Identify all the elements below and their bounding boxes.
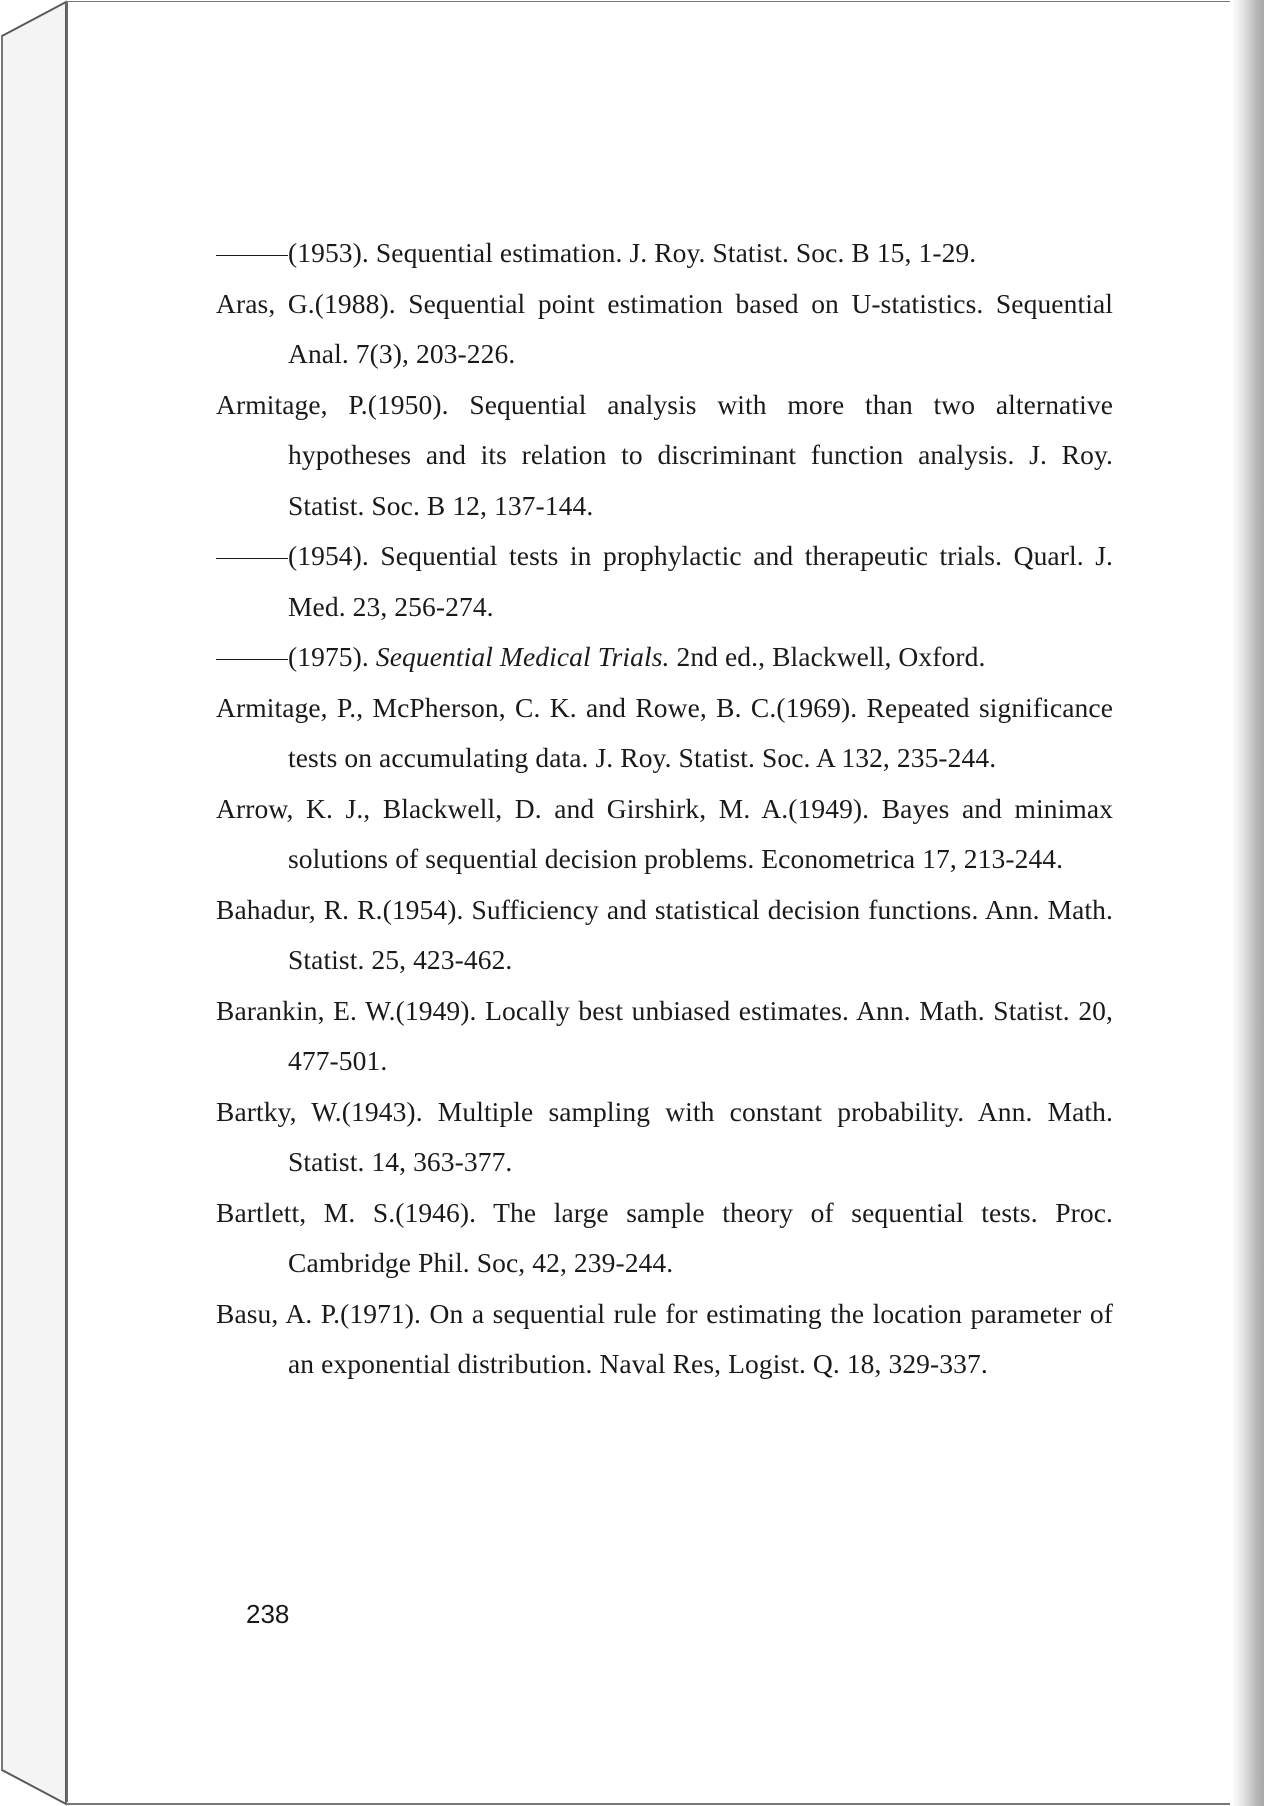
reference-entry: [216, 531, 1113, 632]
reference-text: Arrow, K. J., Blackwell, D. and Girshirk, M. A.(1949). Bayes and minimax solutions of sequential decision problems. Econometrica 17, 213-244.: [216, 792, 1113, 874]
repeat-author-dash: [216, 659, 288, 660]
page-number: 238: [246, 1599, 290, 1629]
reference-text: Bartky, W.(1943). Multiple sampling with constant probability. Ann. Math. Statist. 14, 363-377.: [216, 1095, 1113, 1177]
reference-entry: [216, 885, 1113, 986]
reference-entry: [216, 986, 1113, 1087]
repeat-author-dash: [216, 558, 288, 559]
reference-entry: [216, 228, 1113, 279]
reference-text: (1975).: [288, 641, 376, 672]
repeat-author-dash: [216, 255, 288, 256]
reference-text: Barankin, E. W.(1949). Locally best unbiased estimates. Ann. Math. Statist. 20, 477-501.: [216, 994, 1113, 1076]
reference-entry: [216, 1188, 1113, 1289]
reference-text: (1954). Sequential tests in prophylactic and therapeutic trials. Quarl. J. Med. 23, 256-274.: [288, 540, 1113, 622]
reference-text: Basu, A. P.(1971). On a sequential rule for estimating the location parameter of an exponential distribution. Naval Res, Logist. Q. 18, 329-337.: [216, 1297, 1113, 1379]
reference-entry: [216, 279, 1113, 380]
reference-text: 2nd ed., Blackwell, Oxford.: [669, 641, 986, 672]
reference-text: Bartlett, M. S.(1946). The large sample theory of sequential tests. Proc. Cambridge Phil. Soc, 42, 239-244.: [216, 1196, 1113, 1278]
reference-entry: [216, 1289, 1113, 1390]
reference-text: Bahadur, R. R.(1954). Sufficiency and statistical decision functions. Ann. Math. Statist. 25, 423-462.: [216, 893, 1113, 975]
reference-text: Aras, G.(1988). Sequential point estimation based on U-statistics. Sequential Anal. 7(3), 203-226.: [216, 287, 1113, 369]
reference-entry: [216, 784, 1113, 885]
reference-entry: [216, 632, 1113, 683]
reference-text: (1953). Sequential estimation. J. Roy. Statist. Soc. B 15, 1-29.: [288, 237, 977, 268]
book-title: Sequential Medical Trials.: [375, 641, 670, 672]
reference-text: Armitage, P., McPherson, C. K. and Rowe, B. C.(1969). Repeated significance tests on accumulating data. J. Roy. Statist. Soc. A 132, 235-244.: [216, 691, 1113, 773]
page-edge-shadow: [1232, 0, 1264, 1806]
reference-list: [216, 228, 1113, 1390]
reference-entry: [216, 683, 1113, 784]
reference-entry: [216, 1087, 1113, 1188]
reference-entry: [216, 380, 1113, 532]
reference-text: Armitage, P.(1950). Sequential analysis with more than two alternative hypotheses and its relation to discriminant function analysis. J. Roy. Statist. Soc. B 12, 137-144.: [216, 388, 1113, 521]
